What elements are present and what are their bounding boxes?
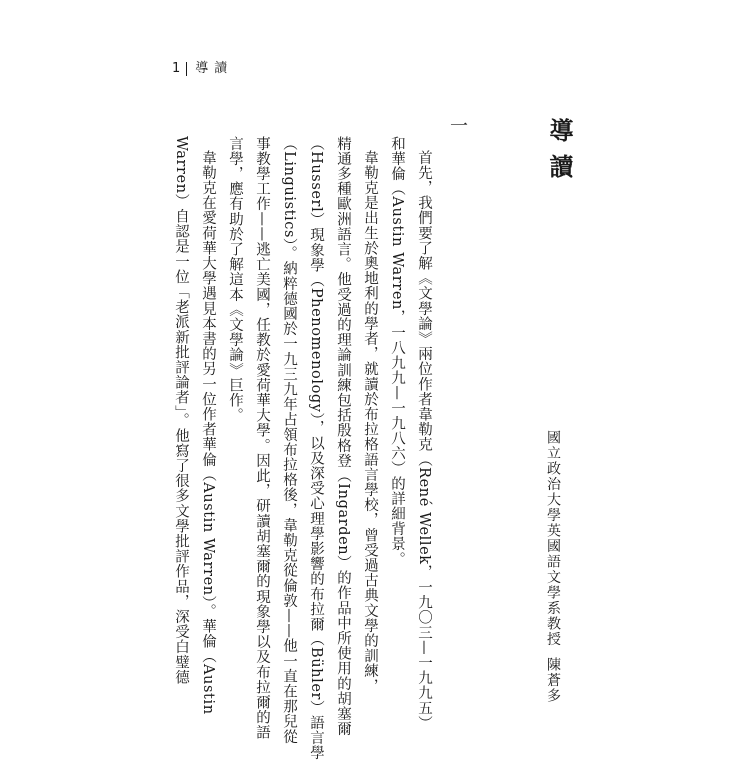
- running-header: [172, 61, 233, 77]
- body-column-5: （Husserl）現象學（Phenomenology），以及深受心理學影響的布拉爾（Bühler）語言學: [308, 136, 324, 760]
- body-column-6: （Linguistics）。納粹德國於一九三九年占領布拉格後，韋勒克從倫敦——他一直在那兒從: [281, 136, 297, 745]
- author-name: 陳蒼多: [545, 657, 561, 704]
- body-column-7: 事教學工作——逃亡美國，任教於愛荷華大學。因此，研讀胡塞爾的現象學以及布拉爾的語: [254, 136, 270, 740]
- body-column-10: Warren）自認是一位「老派新批評論者」。他寫了很多文學批評作品，深受白璧德: [173, 136, 189, 685]
- body-column-8: 言學，應有助於了解這本《文學論》巨作。: [227, 136, 243, 423]
- author-line: [541, 430, 563, 704]
- chapter-title: 導讀: [545, 118, 574, 190]
- body-column-2: 和華倫（Austin Warren，一八九九—一九八六）的詳細背景。: [389, 136, 405, 567]
- body-column-4: 精通多種歐洲語言。他受過的理論訓練包括殷格登（Ingarden）的作品中所使用的胡塞爾: [335, 136, 351, 737]
- body-column-1: 首先，我們要了解《文學論》兩位作者韋勒克（René Wellek，一九〇三—一九九五）: [416, 150, 432, 731]
- page-number: 1: [172, 61, 181, 76]
- section-number: 一: [447, 116, 468, 134]
- body-column-3: 韋勒克是出生於奧地利的學者，就讀於布拉格語言學校，曾受過古典文學的訓練，: [362, 150, 378, 694]
- header-divider: [186, 62, 187, 76]
- running-title: 導讀: [195, 61, 234, 76]
- body-column-9: 韋勒克在愛荷華大學遇見本書的另一位作者華倫（Austin Warren）。華倫（Austin: [200, 150, 216, 715]
- author-affiliation: 國立政治大學英國語文學系教授: [545, 430, 561, 647]
